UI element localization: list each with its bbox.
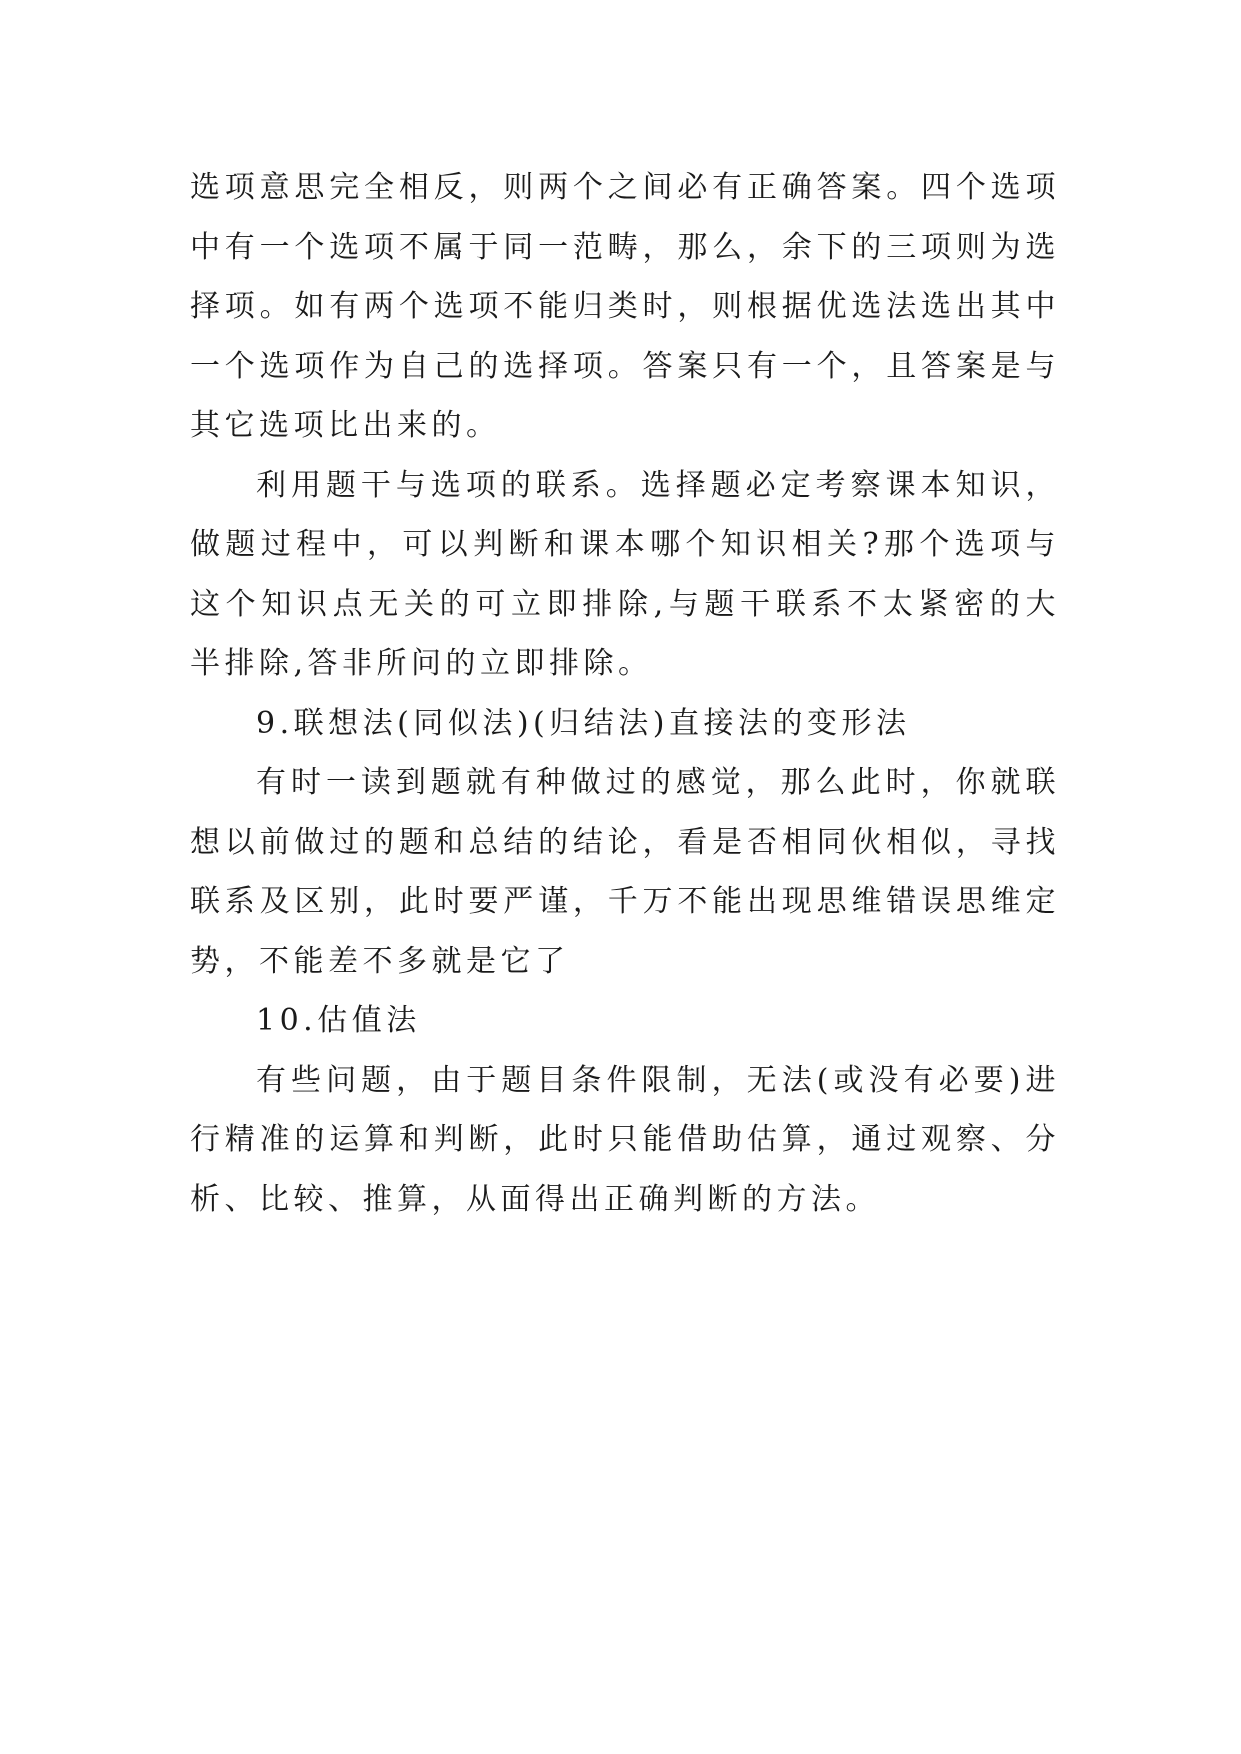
paragraph-association-method: 有时一读到题就有种做过的感觉，那么此时，你就联想以前做过的题和总结的结论，看是否相同伙相似，寻找联系及区别，此时要严谨，千万不能出现思维错误思维定势，不能差不多就是它了	[190, 765, 1060, 979]
paragraph-stem-option-link: 利用题干与选项的联系。选择题必定考察课本知识，做题过程中，可以判断和课本哪个知识相关?那个选项与这个知识点无关的可立即排除,与题干联系不太紧密的大半排除,答非所问的立即排除。	[190, 467, 1060, 681]
heading-association-method: 9.联想法(同似法)(归结法)直接法的变形法	[256, 705, 911, 741]
heading-estimation-method: 10.估值法	[256, 1003, 421, 1038]
paragraph-continuation: 选项意思完全相反，则两个之间必有正确答案。四个选项中有一个选项不属于同一范畴，那么，余下的三项则为选择项。如有两个选项不能归类时，则根据优选法选出其中一个选项作为自己的选择项。答案只有一个，且答案是与其它选项比出来的。	[190, 170, 1060, 443]
paragraph-estimation-method: 有些问题，由于题目条件限制，无法(或没有必要)进行精准的运算和判断，此时只能借助估算，通过观察、分析、比较、推算，从面得出正确判断的方法。	[190, 1062, 1060, 1217]
document-page	[190, 158, 1060, 1229]
